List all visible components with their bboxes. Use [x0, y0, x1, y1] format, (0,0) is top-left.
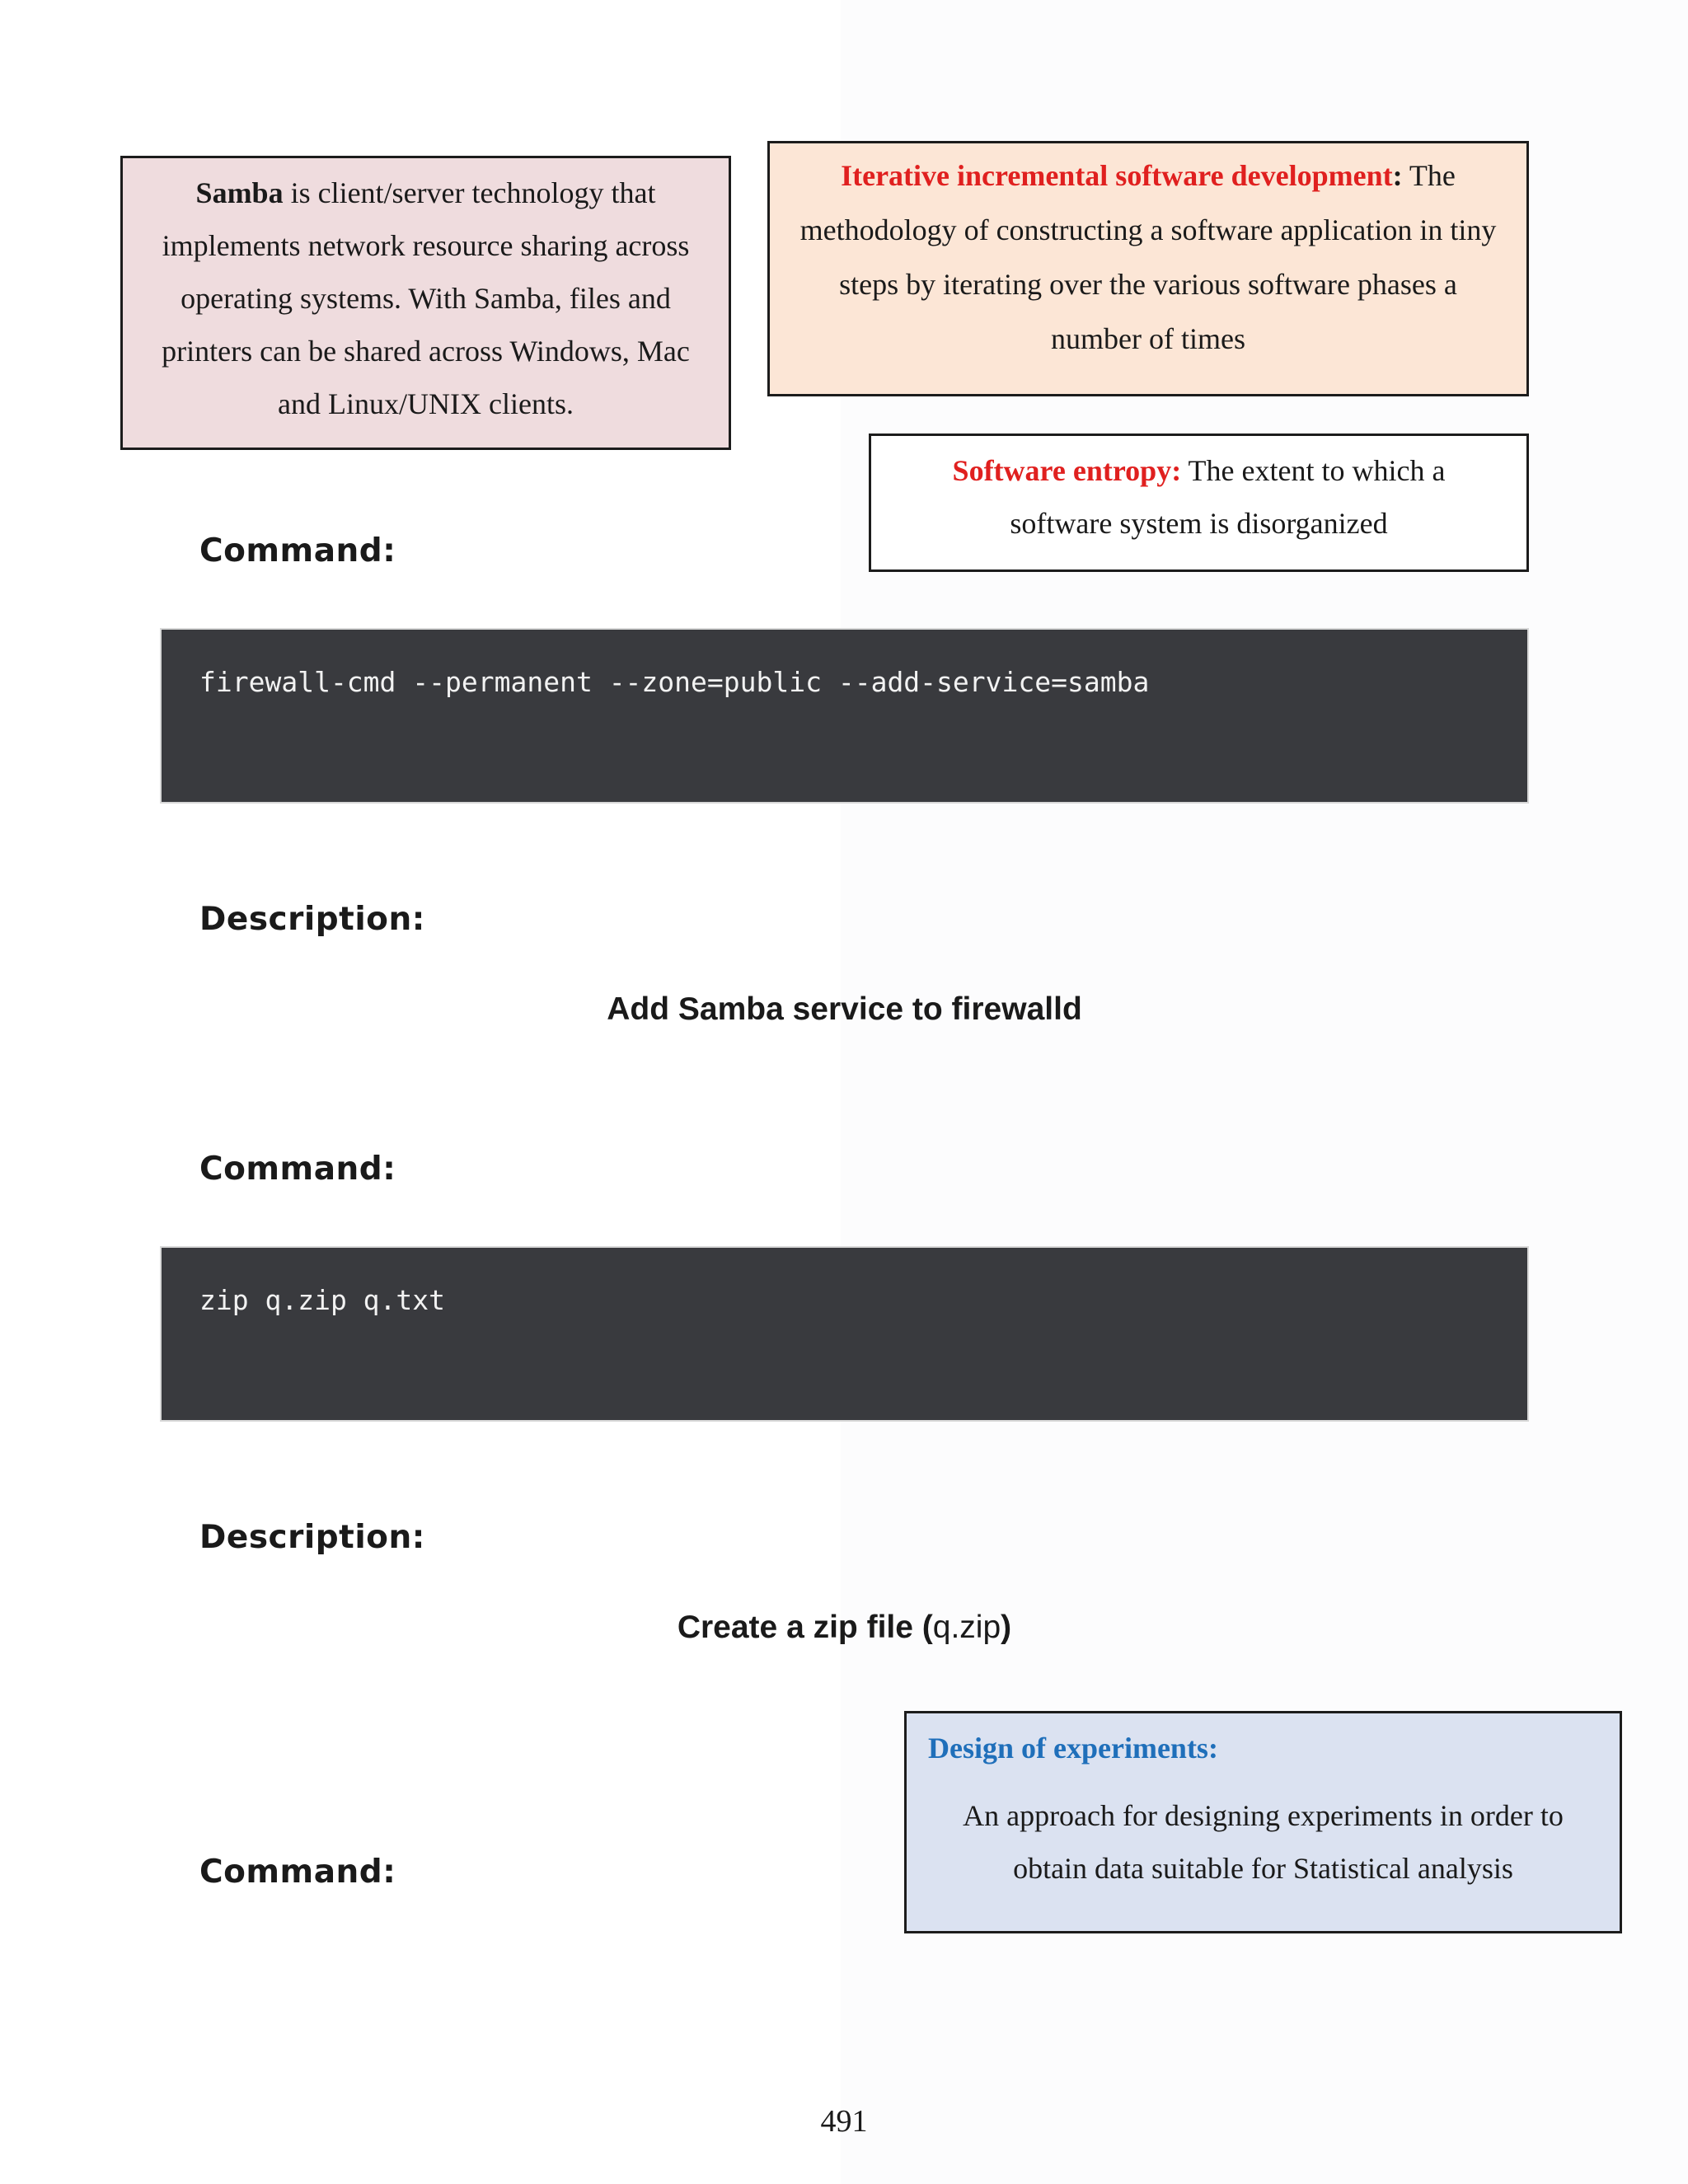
description-heading: Description: [199, 1519, 425, 1556]
iterative-term: Iterative incremental software development [841, 159, 1393, 192]
description-plain-text: q.zip [932, 1610, 1001, 1645]
description-text [160, 991, 1529, 1028]
command-code-block[interactable]: zip q.zip q.txt [160, 1246, 1529, 1422]
command-heading: Command: [199, 1854, 396, 1891]
description-bold-end: ) [1001, 1610, 1012, 1645]
command-heading: Command: [199, 532, 396, 569]
entropy-text: The extent to which a software system is disorganized [1010, 454, 1446, 540]
command-code-block[interactable]: firewall-cmd --permanent --zone=public --add-service=samba [160, 628, 1529, 804]
samba-definition-box [120, 156, 731, 450]
iterative-definition-box [767, 141, 1529, 396]
description-text [160, 1610, 1529, 1646]
page-number: 491 [820, 2104, 868, 2139]
doe-text: An approach for designing experiments in order to obtain data suitable for Statistical analysis [963, 1799, 1564, 1885]
iterative-colon: : [1392, 159, 1403, 192]
entropy-definition-box [869, 434, 1529, 572]
samba-term: Samba [195, 176, 284, 209]
samba-text: is client/server technology that implements network resource sharing across operating systems. With Samba, files and printers can be shared across Windows, Mac and Linux/UNIX clients. [162, 176, 690, 420]
command-heading: Command: [199, 1151, 396, 1188]
description-heading: Description: [199, 901, 425, 938]
doe-term: Design of experiments: [928, 1732, 1218, 1765]
iterative-text: The methodology of constructing a software application in tiny steps by iterating over the various software phases a number of times [799, 159, 1497, 355]
description-bold-text: Create a zip file ( [677, 1610, 933, 1645]
description-bold-text: Add Samba service to firewalld [607, 991, 1082, 1027]
doe-definition-box [904, 1711, 1622, 1933]
entropy-term: Software entropy: [952, 454, 1182, 487]
